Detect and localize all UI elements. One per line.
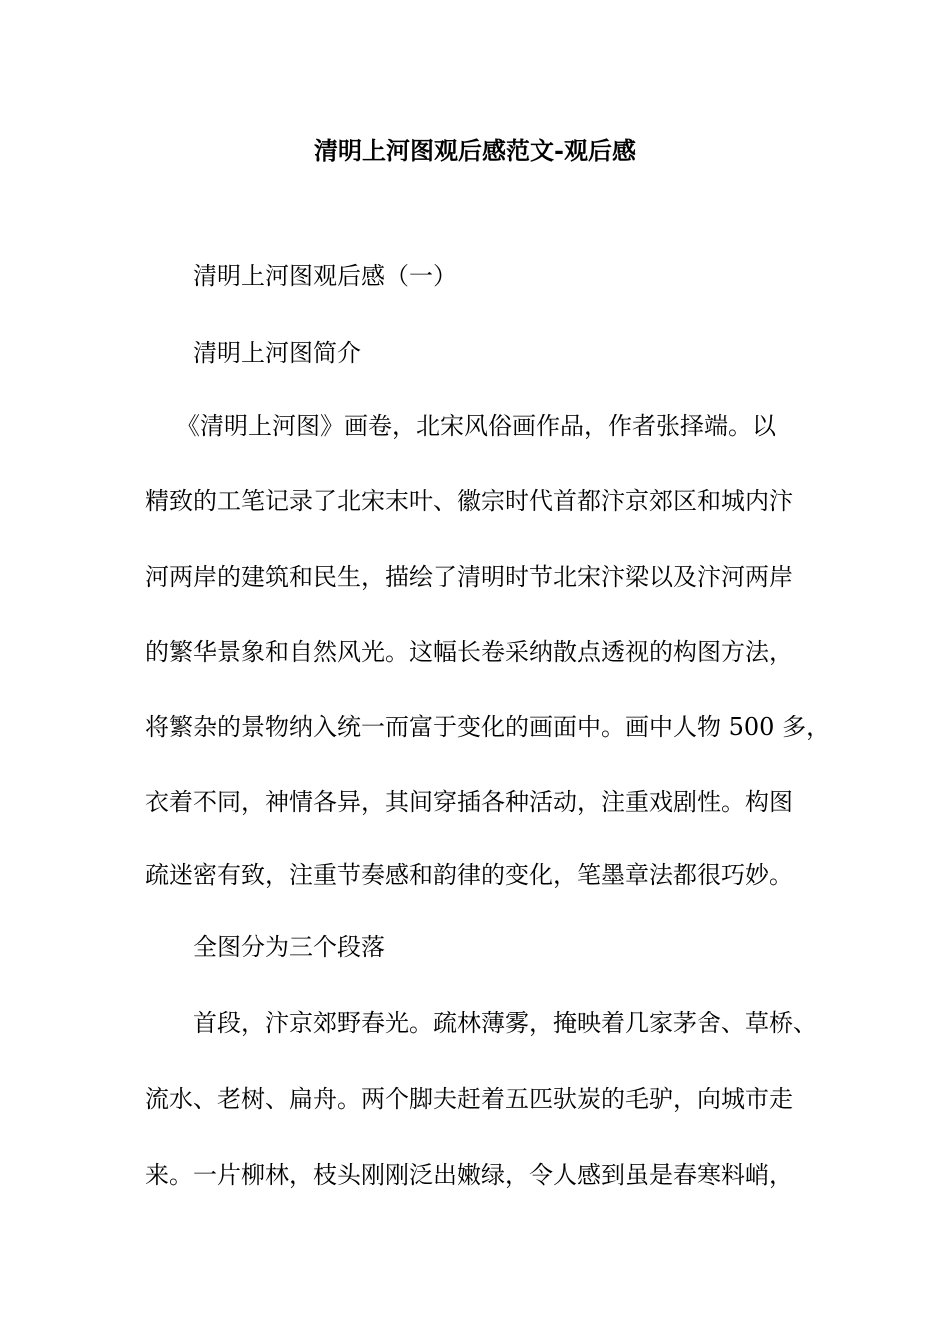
paragraph-line: 流水、老树、扁舟。两个脚夫赶着五匹驮炭的毛驴，向城市走 — [145, 1085, 793, 1113]
subheading: 全图分为三个段落 — [193, 933, 385, 961]
paragraph-line: 的繁华景象和自然风光。这幅长卷采纳散点透视的构图方法， — [145, 638, 793, 666]
paragraph-line: 《清明上河图》画卷，北宋风俗画作品，作者张择端。以 — [176, 412, 776, 440]
paragraph-line: 河两岸的建筑和民生，描绘了清明时节北宋汴梁以及汴河两岸 — [145, 563, 793, 591]
section-heading: 清明上河图观后感（一） — [193, 262, 457, 290]
paragraph-line: 衣着不同，神情各异，其间穿插各种活动，注重戏剧性。构图 — [145, 788, 793, 816]
paragraph-line: 疏迷密有致，注重节奏感和韵律的变化，笔墨章法都很巧妙。 — [145, 861, 793, 889]
document-title: 清明上河图观后感范文-观后感 — [314, 136, 636, 165]
subheading: 清明上河图简介 — [193, 339, 361, 367]
paragraph-line: 首段，汴京郊野春光。疏林薄雾，掩映着几家茅舍、草桥、 — [193, 1009, 817, 1037]
paragraph-line: 将繁杂的景物纳入统一而富于变化的画面中。画中人物 500 多， — [145, 713, 831, 741]
paragraph-line: 精致的工笔记录了北宋末叶、徽宗时代首都汴京郊区和城内汴 — [145, 487, 793, 515]
paragraph-line: 来。一片柳林，枝头刚刚泛出嫩绿，令人感到虽是春寒料峭， — [145, 1161, 793, 1189]
